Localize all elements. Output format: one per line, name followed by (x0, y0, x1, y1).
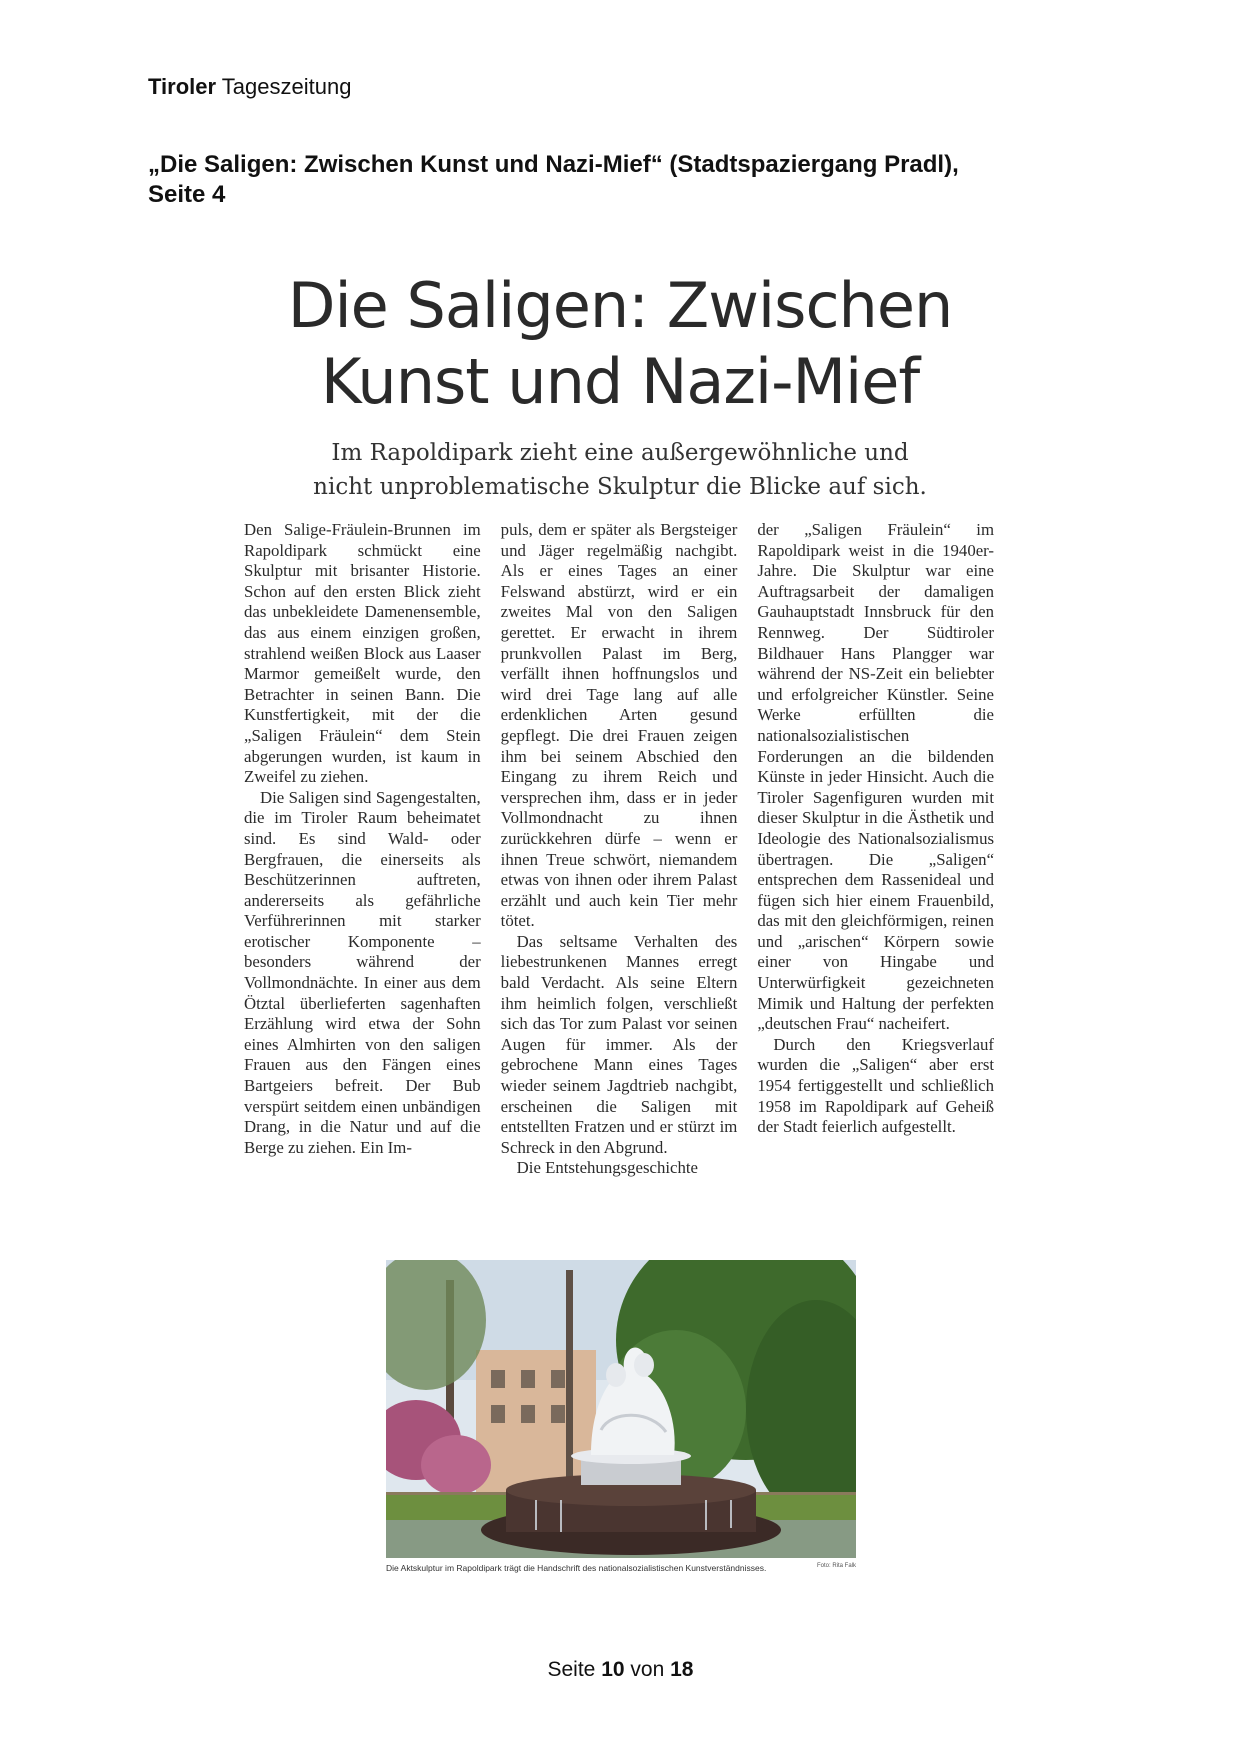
article-headline (230, 268, 1010, 420)
brand (148, 74, 351, 100)
paragraph: Das seltsame Verhalten des liebestrunkenen Mannes erregt bald Verdacht. Als seine Eltern ihm heimlich folgen, verschließt sich das Tor zum Palast vor seinen Augen für immer. Als der gebrochene Mann eines Tages wieder seinem Jagdtrieb nachgibt, erscheinen die Saligen mit entstellten Fratzen und er stürzt im Schreck in den Abgrund. (500, 931, 738, 1157)
document-title (148, 150, 1108, 210)
headline-line2: Kunst und Nazi-Mief (320, 345, 920, 418)
brand-rest: Tageszeitung (221, 74, 352, 99)
column-1 (244, 520, 481, 1230)
photo-caption (386, 1563, 856, 1573)
paragraph: Die Saligen sind Sagengestalten, die im Tiroler Raum beheimatet sind. Es sind Wald- oder Bergfrauen, die einerseits als Beschützerinnen auftreten, andererseits als gefährliche Verführerinnen mit starker erotischer Komponente – besonders während der Vollmondnächte. In einer aus dem Ötztal überlieferten sagenhaften Erzählung wird etwa der Sohn eines Almhirten von den saligen Frauen aus den Fängen eines Bartgeiers befreit. Der Bub verspürt seitdem einen unbändigen Drang, in die Natur und auf die Berge zu ziehen. Ein Im- (244, 787, 481, 1157)
subhead-line1: Im Rapoldipark zieht eine außergewöhnliche und (331, 440, 909, 466)
article-photo (386, 1260, 856, 1558)
headline-line1: Die Saligen: Zwischen (287, 269, 953, 342)
paragraph: puls, dem er später als Bergsteiger und Jäger regelmäßig nachgibt. Als er eines Tages an einer Felswand abstürzt, wird er ein zweites Mal von den Saligen gerettet. Er erwacht in ihrem prunkvollen Palast im Berg, verfällt ihnen hoffnungslos und wird drei Tage lang auf alle erdenklichen Arten gesund gepflegt. Die drei Frauen zeigen ihm bei seinem Abschied den Eingang zu ihrem Reich und versprechen ihm, dass er in jeder Vollmondnacht zu ihnen zurückkehren dürfe – wenn er ihnen Treue schwört, niemandem etwas von ihnen oder ihrem Palast erzählt und auch kein Tier mehr tötet. (500, 520, 738, 931)
document-title-line2: Seite 4 (148, 181, 226, 208)
subhead-line2: nicht unproblematische Skulptur die Blicke auf sich. (313, 474, 927, 500)
paragraph: Durch den Kriegsverlauf wurden die „Saligen“ aber erst 1954 fertiggestellt und schließlich 1958 im Rapoldipark auf Geheiß der Stadt feierlich aufgestellt. (757, 1034, 995, 1137)
paragraph: Die Entstehungsgeschichte (516, 1158, 698, 1178)
page-word: Seite (547, 1658, 596, 1681)
brand-bold: Tiroler (148, 74, 217, 99)
page-total: 18 (670, 1658, 694, 1681)
article-body (244, 520, 994, 1230)
paragraph: Den Salige-Fräulein-Brunnen im Rapoldipark schmückt eine Skulptur mit brisanter Historie. Schon auf den ersten Blick zieht das unbekleidete Damenensemble, das aus einem einzigen großen, strahlend weißen Block aus Laaser Marmor gemeißelt wurde, den Betrachter in seinen Bann. Die Kunstfertigkeit, mit der die „Saligen Fräulein“ dem Stein abgerungen wurden, ist kaum in Zweifel zu ziehen. (244, 520, 481, 787)
page-footer (0, 1658, 1241, 1682)
page-number: 10 (601, 1658, 625, 1681)
article-subhead (230, 436, 1010, 504)
fountain-sculpture-photo (386, 1260, 856, 1558)
column-3 (757, 520, 994, 1230)
paragraph: der „Saligen Fräulein“ im Rapoldipark weist in die 1940er-Jahre. Die Skulptur war eine Auftragsarbeit der damaligen Gauhauptstadt Innsbruck für den Rennweg. Der Südtiroler Bildhauer Hans Plangger war während der NS-Zeit ein beliebter und erfolgreicher Künstler. Seine Werke erfüllten die nationalsozialistischen Forderungen an die bildenden Künste in jeder Hinsicht. Auch die Tiroler Sagenfiguren wurden mit dieser Skulptur in die Ästhetik und Ideologie des Nationalsozialismus übertragen. Die „Saligen“ entsprechen dem Rassenideal und fügen sich hier einem Frauenbild, das mit den gleichförmigen, reinen und „arischen“ Körpern sowie einer von Hingabe und Unterwürfigkeit gezeichneten Mimik und Haltung der perfekten „deutschen Frau“ nacheifert. (757, 520, 995, 1034)
photo-credit: Foto: Rita Falk (816, 1563, 856, 1569)
column-2 (501, 520, 738, 1230)
of-word: von (630, 1658, 665, 1681)
caption-text: Die Aktskulptur im Rapoldipark trägt die Handschrift des nationalsozialistischen Kunstverständnisses. (386, 1563, 767, 1573)
document-title-line1: „Die Saligen: Zwischen Kunst und Nazi-Mief“ (Stadtspaziergang Pradl), (148, 151, 959, 178)
